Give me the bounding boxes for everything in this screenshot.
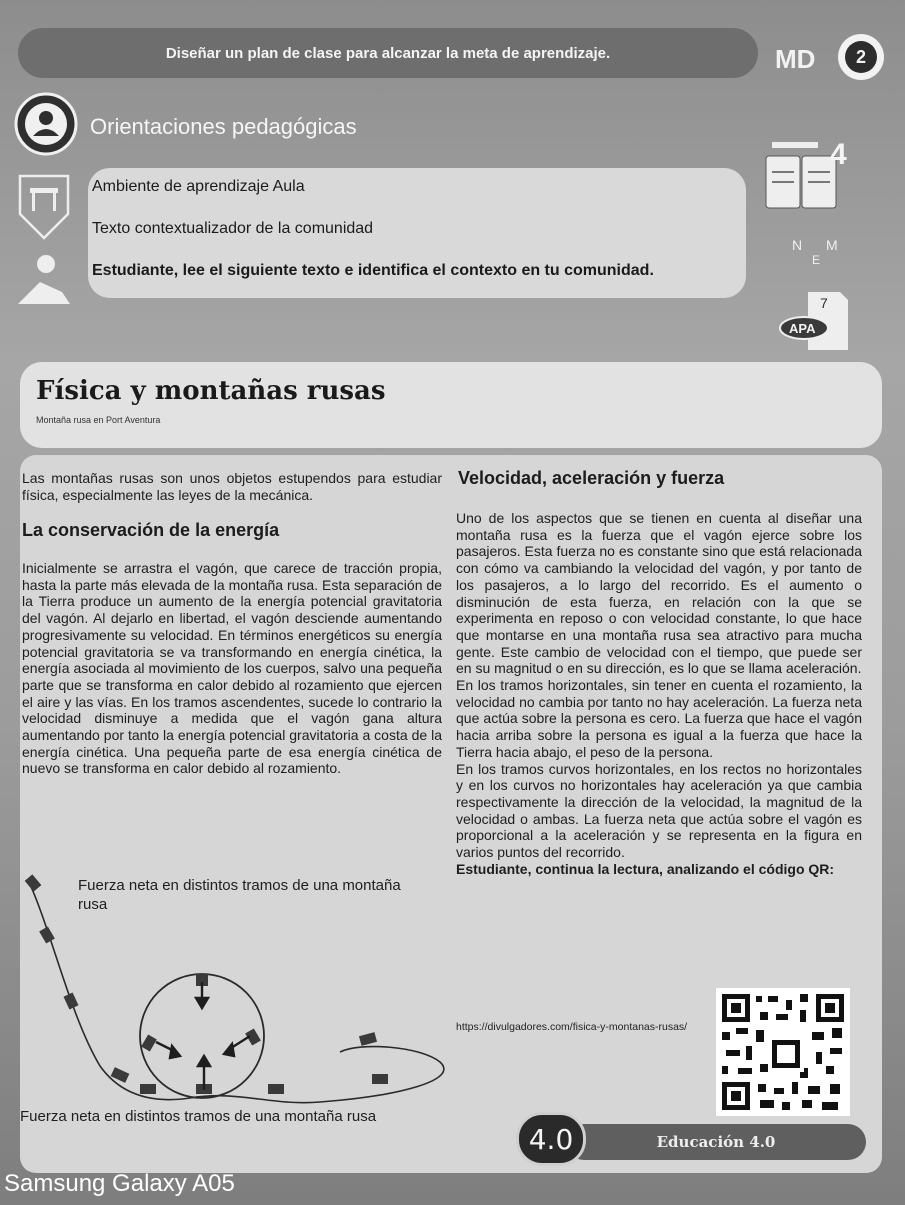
qr-url-link[interactable]: https://divulgadores.com/fisica-y-montanas-rusas/: [456, 1021, 688, 1033]
banner-text: Diseñar un plan de clase para alcanzar la meta de aprendizaje.: [165, 44, 611, 62]
nem-letter-e: E: [812, 253, 821, 267]
section-energy-paragraph: [22, 560, 442, 777]
top-banner: [18, 28, 758, 78]
version-badge: [516, 1112, 586, 1166]
car-7: [141, 1034, 157, 1051]
classroom-desk-icon: [14, 170, 74, 242]
energy-text: Inicialmente se arrastra el vagón, que carece de tracción propia, hasta la parte más elevada de la montaña rusa. Esta separación de la Tierra produce un aumento de la energía potencial gravitatoria del vagón. Al dejarlo en libertad, el vagón desciende aumentando progresivamente su velocidad. En términos energéticos su energía potencial gravitatoria se va transformando en energía cinética, la energía asociada al movimiento de los cuerpos, salvo una pequeña parte que se transforma en calor debido al rozamiento que ejercen el aire y las vías. En los tramos ascendentes, sucede lo contrario la velocidad disminuye a medida que el vagón gana altura aumentando por tanto la energía potencial gravitatoria a costa de la energía cinética. Una pequeña parte de esa energía cinética de nuevo se transforma en calor debido al rozamiento.: [22, 560, 442, 777]
qr-code[interactable]: [716, 988, 850, 1116]
car-10: [268, 1084, 284, 1094]
device-watermark: Samsung Galaxy A05: [4, 1170, 235, 1197]
velocity-paragraph-3: En los tramos curvos horizontales, en los rectos no horizontales y en los curvos no horizontales hay aceleración ya que cambia respectivamente la dirección de la velocidad, la magnitud de la velocidad o ambas. La fuerza neta que actúa sobre el vagón es proporcional a la aceleración y se representa en la figura en varios puntos del recorrido.: [456, 760, 862, 861]
article-title: Física y montañas rusas: [36, 376, 386, 406]
figure-caption: Fuerza neta en distintos tramos de una montaña rusa: [20, 1108, 377, 1125]
nem-letter-m: M: [826, 237, 838, 253]
apa-label: APA: [789, 321, 816, 336]
student-reading-icon: [10, 252, 76, 308]
car-12: [359, 1032, 377, 1046]
car-11: [372, 1074, 388, 1084]
section-velocity-paragraphs: [456, 510, 862, 877]
section-velocity-title: Velocidad, aceleración y fuerza: [458, 468, 725, 488]
nem-logo: [792, 234, 852, 274]
education-label: Educación 4.0: [656, 1133, 776, 1151]
orientaciones-title: Orientaciones pedagógicas: [90, 114, 357, 139]
car-2: [39, 926, 55, 943]
car-1: [25, 874, 42, 891]
velocity-paragraph-1: Uno de los aspectos que se tienen en cuenta al diseñar una montaña rusa es la fuerza que el vagón ejerce sobre los pasajeros. Esta fuerza no es constante sino que está relacionada con cómo va cambiando la velocidad del vagón, y por tanto de los pasajeros, a lo largo del recorrido. Es el aumento o disminución de esta fuerza, en relación con la que se experimenta en reposo o con velocidad constante, lo que hace que montarse en una montaña rusa sea atractivo para mucha gente. Este cambio de velocidad con el tiempo, que puede ser en su magnitud o en su dirección, es lo que se llama aceleración.: [456, 510, 862, 677]
velocity-paragraph-2: En los tramos horizontales, sin tener en cuenta el rozamiento, la velocidad no cambia por tanto no hay aceleración. La fuerza neta que actúa sobre la persona es cero. La fuerza que hace el vagón hacia arriba sobre la persona es igual a la fuerza que hace la Tierra hacia abajo, el peso de la persona.: [456, 677, 862, 760]
apa-document-icon: [778, 290, 850, 352]
version-number: 4.0: [528, 1122, 574, 1156]
qr-instruction: Estudiante, continua la lectura, analizando el código QR:: [456, 860, 835, 877]
ambiente-aprendizaje: Ambiente de aprendizaje Aula: [92, 178, 305, 195]
md-number-badge: [838, 34, 884, 80]
education-band: [566, 1124, 866, 1160]
force-arrows: [156, 982, 250, 1090]
md-number: 2: [845, 41, 877, 73]
intro-paragraph: [22, 470, 442, 503]
figure-title: Fuerza neta en distintos tramos de una montaña rusa: [78, 877, 401, 913]
article-subtitle: Montaña rusa en Port Aventura: [36, 415, 161, 425]
intro-text: Las montañas rusas son unos objetos estupendos para estudiar física, especialmente las leyes de la mecánica.: [22, 470, 442, 503]
pedagogy-gear-icon: [12, 90, 80, 158]
open-book-icon: [758, 130, 848, 212]
texto-contextualizador: Texto contextualizador de la comunidad: [92, 220, 374, 237]
car-5: [140, 1084, 156, 1094]
student-instruction: Estudiante, lee el siguiente texto e identifica el contexto en tu comunidad.: [92, 262, 654, 279]
book-number: 4: [830, 138, 847, 171]
apa-number: 7: [820, 295, 828, 311]
car-3: [64, 993, 79, 1010]
md-badge: MD: [775, 44, 816, 74]
nem-letter-n: N: [792, 237, 803, 253]
section-energy-title: La conservación de la energía: [22, 520, 280, 540]
